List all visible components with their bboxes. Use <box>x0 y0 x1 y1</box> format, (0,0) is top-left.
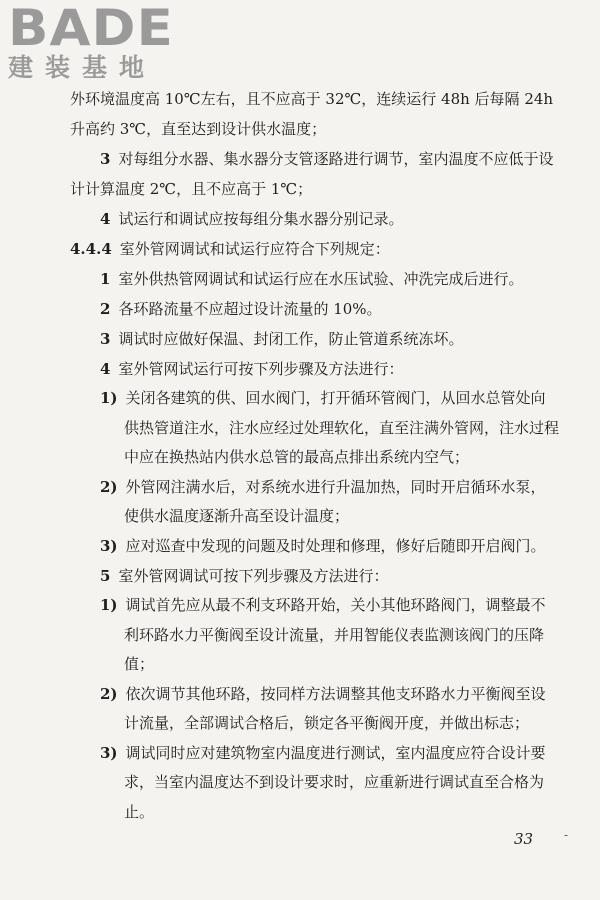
document-body <box>70 84 560 827</box>
paragraph-text: 外环境温度高 10℃左右，且不应高于 32℃，连续运行 48h 后每隔 24h 升高约 3℃，直至达到设计供水温度； <box>70 90 554 138</box>
paragraph-text: 室外管网调试和试运行应符合下列规定： <box>119 240 390 258</box>
paragraph <box>70 591 560 680</box>
clause-number: 2) <box>100 684 118 703</box>
clause-number: 2) <box>100 477 118 496</box>
clause-number: 3 <box>100 150 111 168</box>
paragraph <box>70 473 560 532</box>
clause-number: 4 <box>100 360 111 378</box>
logo-subtitle: 建装基地 <box>8 53 157 82</box>
paragraph <box>70 532 560 562</box>
clause-number: 3) <box>100 536 118 555</box>
paragraph <box>70 354 560 384</box>
clause-number: 4.4.4 <box>70 240 112 258</box>
clause-number: 1 <box>100 270 111 288</box>
paragraph-text: 各环路流量不应超过设计流量的 10%。 <box>118 300 382 318</box>
paragraph-text: 调试同时应对建筑物室内温度进行测试，室内温度应符合设计要求，当室内温度达不到设计要求时，应重新进行调试直至合格为止。 <box>124 743 546 821</box>
paragraph-text: 应对巡查中发现的问题及时处理和修理，修好后随即开启阀门。 <box>125 536 546 555</box>
paragraph-text: 关闭各建筑的供、回水阀门，打开循环管阀门，从回水总管处向供热管道注水，注水应经过处理软化，直至注满外管网，注水过程中应在换热站内供水总管的最高点排出系统内空气； <box>124 389 560 466</box>
clause-number: 1) <box>100 596 118 614</box>
clause-number: 2 <box>100 300 111 318</box>
paragraph-text: 依次调节其他环路，按同样方法调整其他支环路水力平衡阀至设计流量，全部调试合格后，锁定各平衡阀开度，并做出标志； <box>124 684 546 732</box>
paragraph <box>70 561 560 591</box>
paragraph <box>70 264 560 294</box>
paragraph <box>70 204 560 234</box>
paragraph <box>70 739 560 828</box>
paragraph-text: 调试时应做好保温、封闭工作，防止管道系统冻坏。 <box>118 330 464 348</box>
paragraph-text: 外管网注满水后，对系统水进行升温加热，同时开启循环水泵，使供水温度逐渐升高至设计温度； <box>124 477 546 525</box>
paragraph <box>70 84 560 144</box>
paragraph-text: 对每组分水器、集水器分支管逐路进行调节，室内温度不应低于设计计算温度 2℃，且不应高于 1℃； <box>70 150 554 198</box>
clause-number: 1) <box>100 389 118 407</box>
clause-number: 5 <box>100 567 111 585</box>
paragraph <box>70 294 560 324</box>
paragraph <box>70 234 560 264</box>
page-number: 33 <box>514 830 534 848</box>
clause-number: 3) <box>100 743 118 762</box>
paragraph-text: 试运行和调试应按每组分集水器分别记录。 <box>118 210 404 228</box>
logo-brand: BADE <box>8 0 174 57</box>
paragraph-text: 调试首先应从最不利支环路开始，关小其他环路阀门，调整最不利环路水力平衡阀至设计流量，并用智能仪表监测该阀门的压降值； <box>124 596 546 673</box>
paragraph <box>70 144 560 204</box>
paragraph-text: 室外供热管网调试和试运行应在水压试验、冲洗完成后进行。 <box>118 270 524 288</box>
bade-logo <box>8 0 174 82</box>
paragraph <box>70 324 560 354</box>
corner-mark: - <box>564 828 569 842</box>
paragraph <box>70 384 560 473</box>
clause-number: 4 <box>100 210 111 228</box>
paragraph-text: 室外管网试运行可按下列步骤及方法进行： <box>118 360 404 378</box>
clause-number: 3 <box>100 330 111 348</box>
paragraph-text: 室外管网调试可按下列步骤及方法进行： <box>118 567 389 585</box>
paragraph <box>70 680 560 739</box>
